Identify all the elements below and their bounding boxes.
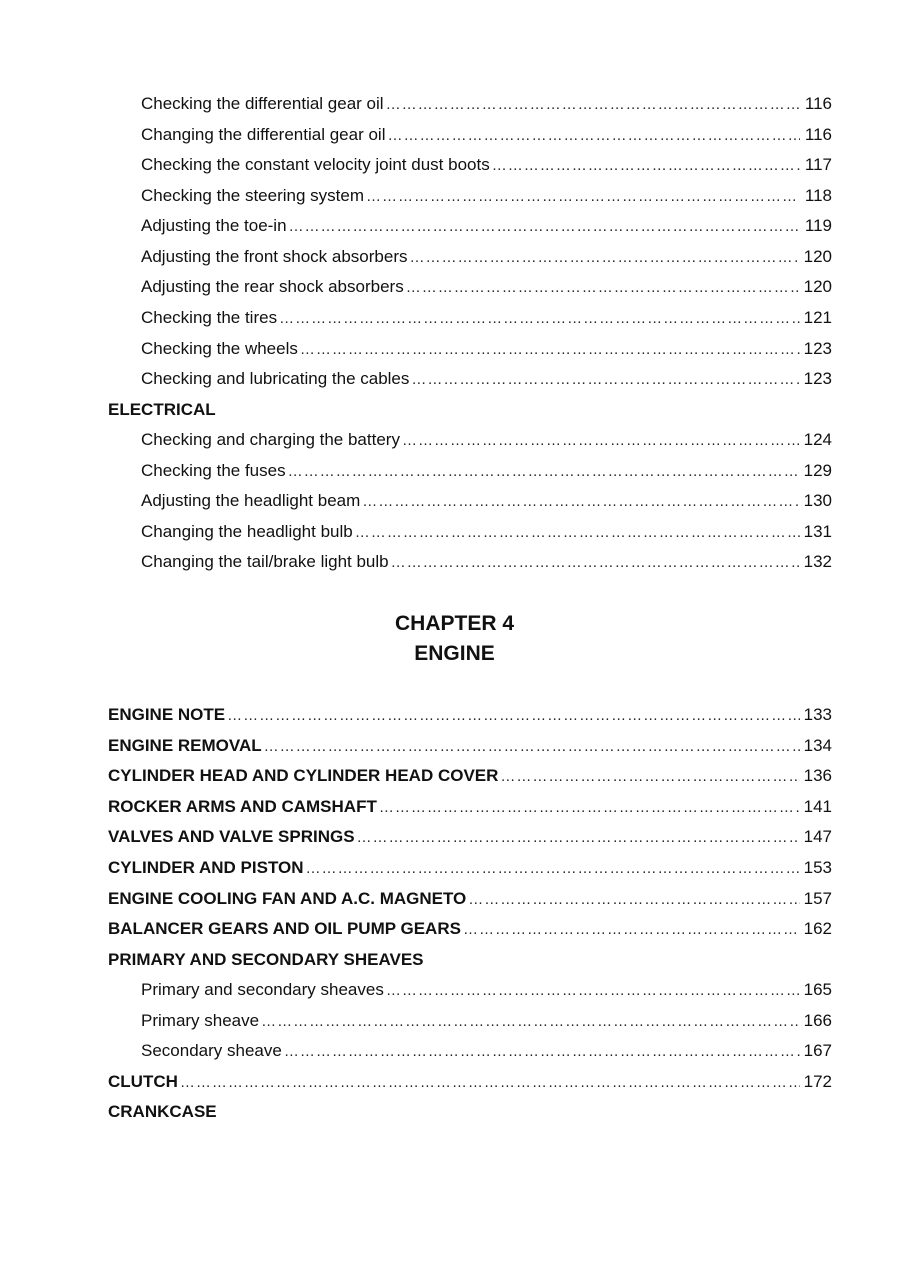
toc-entry-title: VALVES AND VALVE SPRINGS [108,827,355,846]
toc-entry-page: 162 [803,919,832,938]
toc-entry-page: 147 [803,827,832,846]
toc-entry [108,702,832,728]
toc-entry [108,824,832,850]
toc-entry-title: Checking the wheels [141,339,298,358]
dot-leader [261,1009,800,1035]
toc-entry [141,519,832,545]
toc-entry-title: Checking the differential gear oil [141,94,384,113]
dot-leader [386,92,800,118]
toc-entry-page: 121 [803,308,832,327]
dot-leader [386,978,800,1004]
dot-leader [468,887,799,913]
toc-entry-title: Primary and secondary sheaves [141,980,384,999]
toc-entry-title: BALANCER GEARS AND OIL PUMP GEARS [108,919,461,938]
toc-entry-title: Adjusting the toe-in [141,216,287,235]
dot-leader [180,1070,800,1096]
dot-leader [492,153,800,179]
toc-entry-page: 132 [803,552,832,571]
dot-leader [355,520,800,546]
toc-entry-title: CYLINDER HEAD AND CYLINDER HEAD COVER [108,766,499,785]
dot-leader [387,123,800,149]
toc-entry-title: ENGINE REMOVAL [108,736,262,755]
toc-entry-title: Primary sheave [141,1011,260,1030]
dot-leader [357,825,800,851]
dot-leader [402,428,800,454]
toc-entry [141,488,832,514]
toc-entry-page: 157 [803,889,832,908]
toc-entry [108,886,832,912]
dot-leader [279,306,800,332]
toc-entry-title: ROCKER ARMS AND CAMSHAFT [108,797,377,816]
dot-leader [406,275,800,301]
toc-entry-page: 153 [803,858,832,877]
dot-leader [362,489,799,515]
section-heading-crankcase: CRANKCASE [108,1102,217,1121]
dot-leader [409,245,799,271]
toc-entry-page: 123 [803,339,832,358]
toc-entry-title: CLUTCH [108,1072,178,1091]
toc-entry [141,183,832,209]
toc-entry [141,977,832,1003]
toc-entry-title: Checking the steering system [141,186,364,205]
toc-entry [141,122,832,148]
toc-entry-title: Secondary sheave [141,1041,282,1060]
toc-entry [141,213,832,239]
toc-entry-page: 134 [803,736,832,755]
toc-entry [141,336,832,362]
toc-entry-title: Checking the constant velocity joint dust boots [141,155,490,174]
dot-leader [300,337,800,363]
toc-entry [141,366,832,392]
toc-entry [141,1038,832,1064]
dot-leader [288,459,800,485]
toc-entry [141,152,832,178]
toc-entry-page: 131 [803,522,832,541]
toc-entry [141,274,832,300]
toc-entry-page: 166 [803,1011,832,1030]
dot-leader [284,1039,800,1065]
dot-leader [500,764,799,790]
toc-entry-title: Checking the tires [141,308,278,327]
chapter-number: CHAPTER 4 [394,612,515,635]
section-heading-sheaves: PRIMARY AND SECONDARY SHEAVES [108,950,424,969]
dot-leader [306,856,800,882]
chapter-title: ENGINE [414,642,495,665]
dot-leader [411,367,799,393]
dot-leader [366,184,800,210]
toc-entry [141,91,832,117]
toc-entry [108,794,832,820]
toc-entry-page: 123 [803,369,832,388]
toc-entry [141,305,832,331]
toc-entry [108,763,832,789]
toc-entry-page: 120 [803,247,832,266]
toc-entry-page: 130 [803,491,832,510]
toc-entry [141,549,832,575]
toc-entry-title: Checking the fuses [141,461,286,480]
toc-entry-title: ENGINE COOLING FAN AND A.C. MAGNETO [108,889,467,908]
toc-entry [141,427,832,453]
toc-entry-page: 118 [804,186,832,205]
toc-entry-title: Adjusting the headlight beam [141,491,361,510]
toc-entry-page: 136 [803,766,832,785]
dot-leader [391,550,800,576]
toc-entry-page: 116 [804,125,832,144]
section-heading-electrical: ELECTRICAL [108,400,216,419]
dot-leader [379,795,800,821]
toc-entry-page: 119 [804,216,832,235]
toc-entry [108,733,832,759]
toc-entry-page: 116 [804,94,832,113]
toc-entry-page: 133 [803,705,832,724]
toc-entry-title: Changing the tail/brake light bulb [141,552,389,571]
toc-entry [141,458,832,484]
toc-entry-page: 165 [803,980,832,999]
dot-leader [289,214,800,240]
dot-leader [264,734,800,760]
toc-entry-title: Checking and charging the battery [141,430,400,449]
toc-entry [108,855,832,881]
dot-leader [463,917,800,943]
toc-entry-title: Adjusting the front shock absorbers [141,247,408,266]
toc-entry-title: CYLINDER AND PISTON [108,858,304,877]
toc-entry-page: 117 [804,155,832,174]
dot-leader [227,703,800,729]
toc-entry [141,1008,832,1034]
toc-entry [108,1069,832,1095]
toc-entry-title: Changing the differential gear oil [141,125,386,144]
toc-entry-page: 124 [803,430,832,449]
toc-entry [141,244,832,270]
toc-entry-page: 141 [803,797,832,816]
toc-entry-page: 129 [803,461,832,480]
toc-entry-page: 167 [803,1041,832,1060]
toc-entry-title: Changing the headlight bulb [141,522,353,541]
toc-entry-page: 120 [803,277,832,296]
toc-entry-title: Adjusting the rear shock absorbers [141,277,404,296]
toc-entry [108,916,832,942]
toc-entry-title: ENGINE NOTE [108,705,226,724]
toc-entry-title: Checking and lubricating the cables [141,369,410,388]
toc-entry-page: 172 [803,1072,832,1091]
